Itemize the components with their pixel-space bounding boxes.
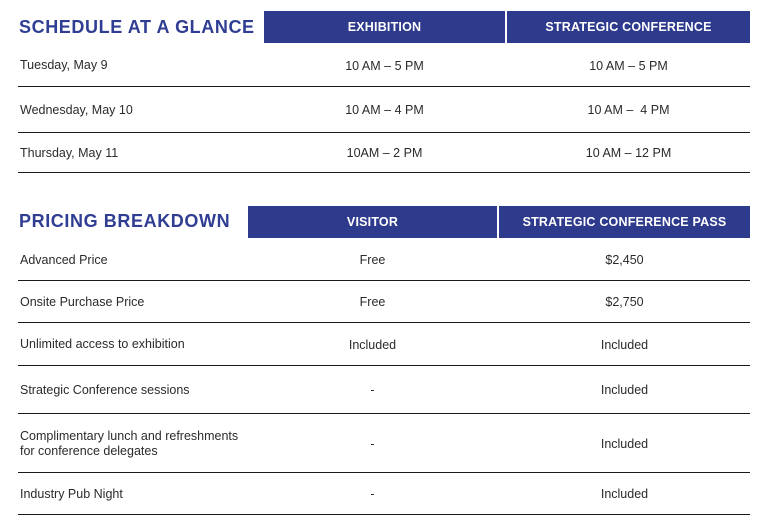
conference-hours: 10 AM – 4 PM bbox=[587, 103, 670, 117]
exhibition-hours: 10 AM – 5 PM bbox=[345, 58, 424, 73]
exhibition-hours: 10 AM – 4 PM bbox=[345, 103, 424, 117]
visitor-value: - bbox=[370, 487, 375, 501]
visitor-value: Free bbox=[359, 253, 386, 267]
schedule-header-exhibition: EXHIBITION bbox=[264, 11, 505, 43]
row-label: Unlimited access to exhibition bbox=[20, 337, 185, 351]
pricing-header-conference-pass: STRATEGIC CONFERENCE PASS bbox=[499, 206, 750, 238]
conference-hours: 10 AM – 12 PM bbox=[585, 146, 672, 160]
pricing-title: PRICING BREAKDOWN bbox=[19, 211, 231, 231]
pricing-row bbox=[18, 240, 750, 281]
conference-pass-value: Included bbox=[600, 436, 649, 451]
schedule-header-strategic-conference: STRATEGIC CONFERENCE bbox=[507, 11, 750, 43]
row-label: Wednesday, May 10 bbox=[20, 102, 133, 117]
pricing-row bbox=[18, 474, 750, 515]
row-label: Strategic Conference sessions bbox=[20, 382, 190, 397]
visitor-value: Included bbox=[348, 337, 397, 352]
conference-hours: 10 AM – 5 PM bbox=[589, 58, 668, 73]
row-label: Onsite Purchase Price bbox=[20, 294, 145, 309]
row-label: Complimentary lunch and refreshments for conference delegates bbox=[20, 428, 239, 458]
pricing-header-visitor: VISITOR bbox=[248, 206, 497, 238]
pricing-row bbox=[18, 324, 750, 366]
row-label: Industry Pub Night bbox=[20, 486, 123, 501]
schedule-row bbox=[18, 88, 750, 133]
schedule-row bbox=[18, 134, 750, 173]
conference-pass-value: $2,750 bbox=[605, 295, 644, 309]
visitor-value: - bbox=[370, 436, 375, 451]
conference-pass-value: Included bbox=[600, 487, 649, 501]
conference-pass-value: Included bbox=[600, 383, 649, 397]
pricing-row bbox=[18, 282, 750, 323]
row-label: Tuesday, May 9 bbox=[20, 58, 108, 72]
exhibition-hours: 10AM – 2 PM bbox=[346, 146, 423, 160]
pricing-row bbox=[18, 367, 750, 414]
schedule-title: SCHEDULE AT A GLANCE bbox=[19, 17, 255, 37]
conference-pass-value: Included bbox=[600, 337, 649, 352]
row-label: Thursday, May 11 bbox=[20, 145, 119, 160]
conference-pass-value: $2,450 bbox=[605, 253, 644, 267]
pricing-row bbox=[18, 415, 750, 473]
visitor-value: - bbox=[370, 383, 375, 397]
schedule-row bbox=[18, 45, 750, 87]
row-label: Advanced Price bbox=[20, 252, 108, 267]
visitor-value: Free bbox=[359, 295, 386, 309]
